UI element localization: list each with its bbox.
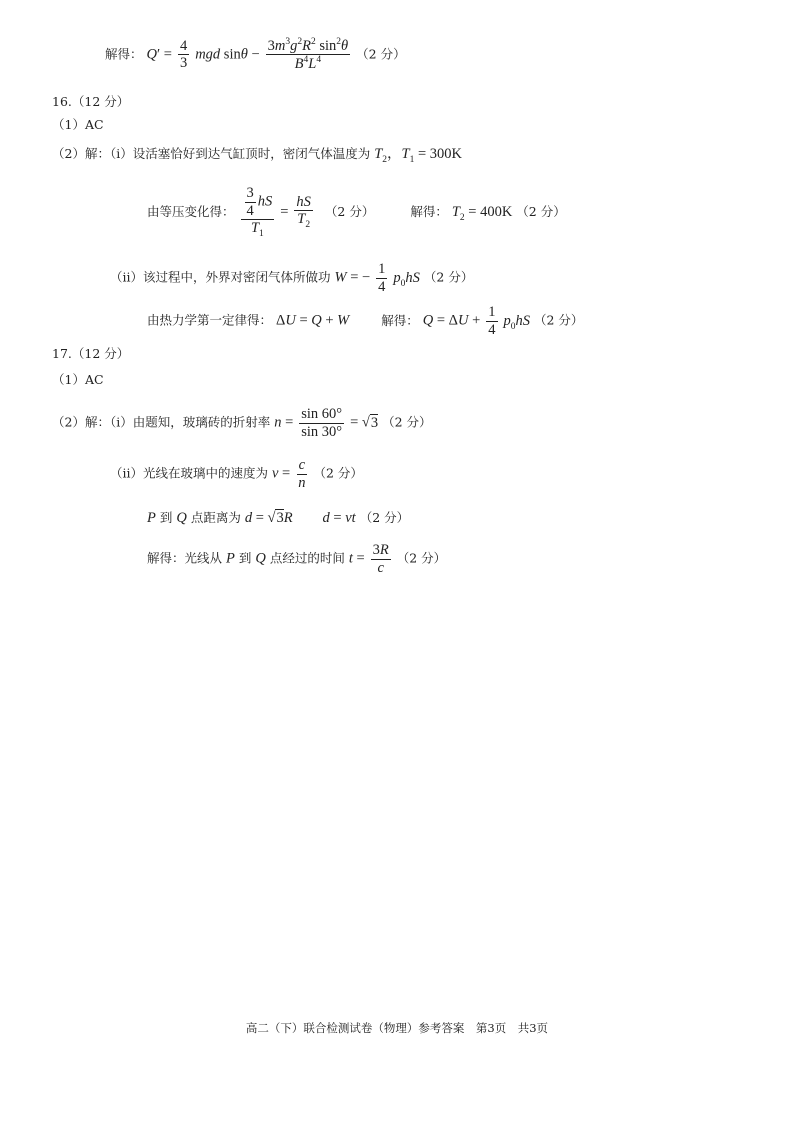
q17-header: 17.（12 分）: [52, 346, 130, 361]
q17-refractive-index: （2）解：（ⅰ）由题知，玻璃砖的折射率 n = $\frac{\sin 60^\circ}{\sin 30^\circ}$ = √3 （2 分）: [52, 406, 432, 440]
fraction-energy-loss: $\frac{3m^3g^2R^2 \sin^2\theta}{B^4L^4}$: [267, 37, 349, 73]
fraction-hS-over-T2: $\frac{hS}{T_2}$: [296, 193, 311, 231]
q16-part1-answer: （1）AC: [52, 117, 104, 132]
fraction-4-3: $\frac{4}{3}$: [179, 37, 188, 72]
fraction-1-4: $\frac{1}{4}$: [488, 304, 496, 338]
fraction-c-over-n: $\frac{c}{n}$: [298, 457, 306, 491]
q16-header: 16.（12 分）: [52, 94, 130, 109]
score-label: （2 分）: [356, 46, 406, 62]
q17-part1-answer: （1）AC: [52, 372, 104, 387]
answer-line-q-prime: 解得： Q′ = $\frac{4}{3}$ mgd sinθ − $\frac{3m^3g^2R^2 \sin^2\theta}{B^4L^4}$ （2 分）: [105, 37, 406, 73]
q16-work-equation: （ⅱ）该过程中，外界对密闭气体所做功 W = − $\frac{1}{4}$ $p_0hS$ （2 分）: [110, 261, 474, 295]
answer-prefix: 解得：: [105, 46, 143, 62]
fraction-sin60-sin30: $\frac{\sin 60^\circ}{\sin 30^\circ}$: [301, 406, 343, 440]
q17-distance-equation: P 到 Q 点距离为 d = √3R d = vt （2 分）: [147, 510, 410, 526]
q16-isobaric-equation: 由等压变化得： $\frac{3}{4}$ hS $T_1$ = $\frac{hS}{T_2}$ （2 分） 解得： $T_2 = 400K$ （2 分）: [147, 185, 566, 239]
fraction-3R-over-c: $\frac{3R}{c}$: [372, 542, 389, 576]
page-footer: 高二（下）联合检测试卷（物理）参考答案 第3页 共3页: [245, 1021, 549, 1035]
q16-part2-intro: （2）解：（ⅰ）设活塞恰好到达气缸顶时，密闭气体温度为 $T_2$，$T_1 = 300K$: [52, 146, 463, 165]
q17-time-equation: 解得：光线从 P 到 Q 点经过的时间 t = $\frac{3R}{c}$ （2 分）: [147, 542, 447, 576]
fraction-3-4-hS-over-T1: $\frac{3}{4}$ hS $T_1$: [241, 186, 275, 239]
q16-first-law-equation: 由热力学第一定律得： ΔU = Q + W 解得： Q = ΔU + $\frac{1}{4}$ $p_0hS$ （2 分）: [147, 304, 584, 338]
fraction-1-4: $\frac{1}{4}$: [378, 261, 386, 295]
q17-light-speed: （ⅱ）光线在玻璃中的速度为 v = $\frac{c}{n}$ （2 分）: [110, 457, 363, 491]
